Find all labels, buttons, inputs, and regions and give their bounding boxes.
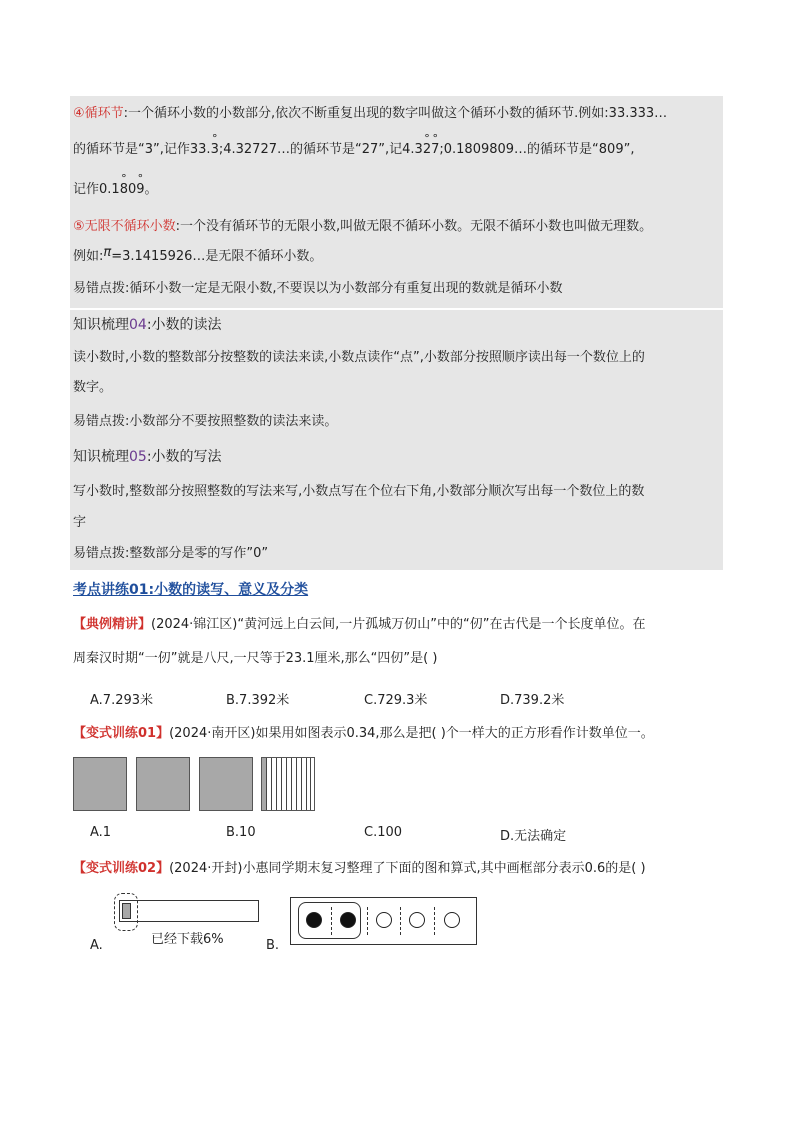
- stripe-line: [291, 758, 292, 810]
- empty-circle: [376, 912, 392, 928]
- empty-circle: [444, 912, 460, 928]
- dashed-frame: [114, 893, 138, 931]
- option-a: A.1: [90, 825, 112, 840]
- recurring-digit-dotted: ° 9: [136, 182, 144, 197]
- question-2-line-1: [73, 725, 654, 743]
- option-c: C.100: [364, 825, 403, 840]
- stripe-line: [306, 758, 307, 810]
- writing-rule-line-1: 写小数时,整数部分按照整数的写法来写,小数点写在个位右下角,小数部分顺次写出每一个数位上的数: [73, 484, 645, 499]
- stripe-line: [301, 758, 302, 810]
- divider-dashed: [367, 907, 368, 935]
- recurring-digit-dotted: ° 3: [211, 142, 219, 157]
- option-d: D.无法确定: [500, 829, 567, 844]
- download-caption: 已经下载6%: [151, 932, 224, 947]
- option-b: B.10: [226, 825, 256, 840]
- stripe-line: [281, 758, 282, 810]
- pi-symbol: π: [103, 245, 112, 260]
- recurring-section-line-1: [73, 105, 667, 123]
- heading-number: 05: [129, 449, 147, 465]
- tip-reading: 易错点拨:小数部分不要按照整数的读法来读。: [73, 414, 338, 429]
- recurring-section-term: ④循环节: [73, 106, 124, 121]
- irrational-line-2: [73, 245, 323, 266]
- irrational-term: ⑤无限不循环小数: [73, 219, 176, 234]
- recurring-section-definition: :一个循环小数的小数部分,依次不断重复出现的数字叫做这个循环小数的循环节.例如:33.333…: [123, 106, 668, 121]
- option-a: A.7.293米: [90, 693, 154, 708]
- full-square-1: [73, 757, 127, 811]
- full-square-2: [136, 757, 190, 811]
- empty-circle: [409, 912, 425, 928]
- recurring-digit-dotted: ° 8: [120, 182, 128, 197]
- question-text: (2024·锦江区)“黄河远上白云间,一片孤城万仞山”中的“仞”在古代是一个长度单位。在: [151, 617, 646, 632]
- reading-rule-line-2: 数字。: [73, 380, 113, 395]
- divider-dashed: [331, 907, 332, 935]
- period: 。: [144, 182, 158, 197]
- full-square-3: [199, 757, 253, 811]
- recurring-section-line-2: [73, 141, 634, 159]
- knowledge-background-top: [70, 96, 723, 308]
- stripe-line: [276, 758, 277, 810]
- question-text: (2024·开封)小惠同学期末复习整理了下面的图和算式,其中画框部分表示0.6的是( ): [169, 861, 646, 876]
- striped-square: [261, 757, 315, 811]
- question-tag: 【典例精讲】: [73, 617, 152, 632]
- divider-dashed: [434, 907, 435, 935]
- question-1-line-1: [73, 616, 645, 634]
- filled-circle: [306, 912, 322, 928]
- heading-title: :小数的读法: [146, 317, 222, 333]
- heading-title: :小数的写法: [146, 449, 222, 465]
- filled-circle: [340, 912, 356, 928]
- divider-dashed: [400, 907, 401, 935]
- recurring-example-4: 记作0.1: [73, 182, 120, 197]
- irrational-line-1: [73, 218, 652, 236]
- question-1-line-2: 周秦汉时期“一仞”就是八尺,一尺等于23.1厘米,那么“四仞”是( ): [73, 651, 438, 666]
- heading-prefix: 知识梳理: [73, 449, 129, 465]
- recurring-digit-dotted: ° 2: [423, 142, 431, 157]
- writing-rule-line-2: 字: [73, 515, 87, 530]
- pi-example: =3.1415926…是无限不循环小数。: [111, 249, 323, 264]
- question-tag: 【变式训练01】: [73, 726, 170, 741]
- option-d: D.739.2米: [500, 693, 565, 708]
- heading-number: 04: [129, 317, 147, 333]
- recurring-example-1: 的循环节是“3”,记作33.: [73, 142, 211, 157]
- stripe-line: [286, 758, 287, 810]
- option-a: A.: [90, 938, 103, 953]
- stripe-line: [296, 758, 297, 810]
- stripe-line: [310, 758, 311, 810]
- example-label: 例如:: [73, 249, 104, 264]
- option-b: B.7.392米: [226, 693, 290, 708]
- question-tag: 【变式训练02】: [73, 861, 170, 876]
- heading-knowledge-04: [73, 316, 222, 334]
- recurring-example-2: ;4.32727…的循环节是“27”,记4.3: [218, 142, 423, 157]
- heading-knowledge-05: [73, 448, 222, 466]
- irrational-definition: :一个没有循环节的无限小数,叫做无限不循环小数。无限不循环小数也叫做无理数。: [175, 219, 653, 234]
- question-3-line-1: [73, 860, 646, 878]
- option-c: C.729.3米: [364, 693, 428, 708]
- download-progress-bar: [119, 900, 259, 922]
- tip-recurring: 易错点拨:循环小数一定是无限小数,不要误以为小数部分有重复出现的数就是循环小数: [73, 281, 563, 296]
- heading-prefix: 知识梳理: [73, 317, 129, 333]
- section-title: 考点讲练01:小数的读写、意义及分类: [73, 582, 309, 598]
- option-b: B.: [266, 938, 280, 953]
- reading-rule-line-1: 读小数时,小数的整数部分按整数的读法来读,小数点读作“点”,小数部分按照顺序读出每一个数位上的: [73, 350, 645, 365]
- tip-writing: 易错点拨:整数部分是零的写作”0”: [73, 546, 269, 561]
- question-text: (2024·南开区)如果用如图表示0.34,那么是把( )个一样大的正方形看作计数单位一。: [169, 726, 654, 741]
- recurring-section-line-3: [73, 181, 158, 199]
- stripe-line: [271, 758, 272, 810]
- recurring-digit-dotted: ° 7: [431, 142, 439, 157]
- stripe-line: [266, 758, 267, 810]
- recurring-example-3: ;0.1809809…的循环节是“809”,: [439, 142, 635, 157]
- recurring-digit: 0: [127, 182, 137, 197]
